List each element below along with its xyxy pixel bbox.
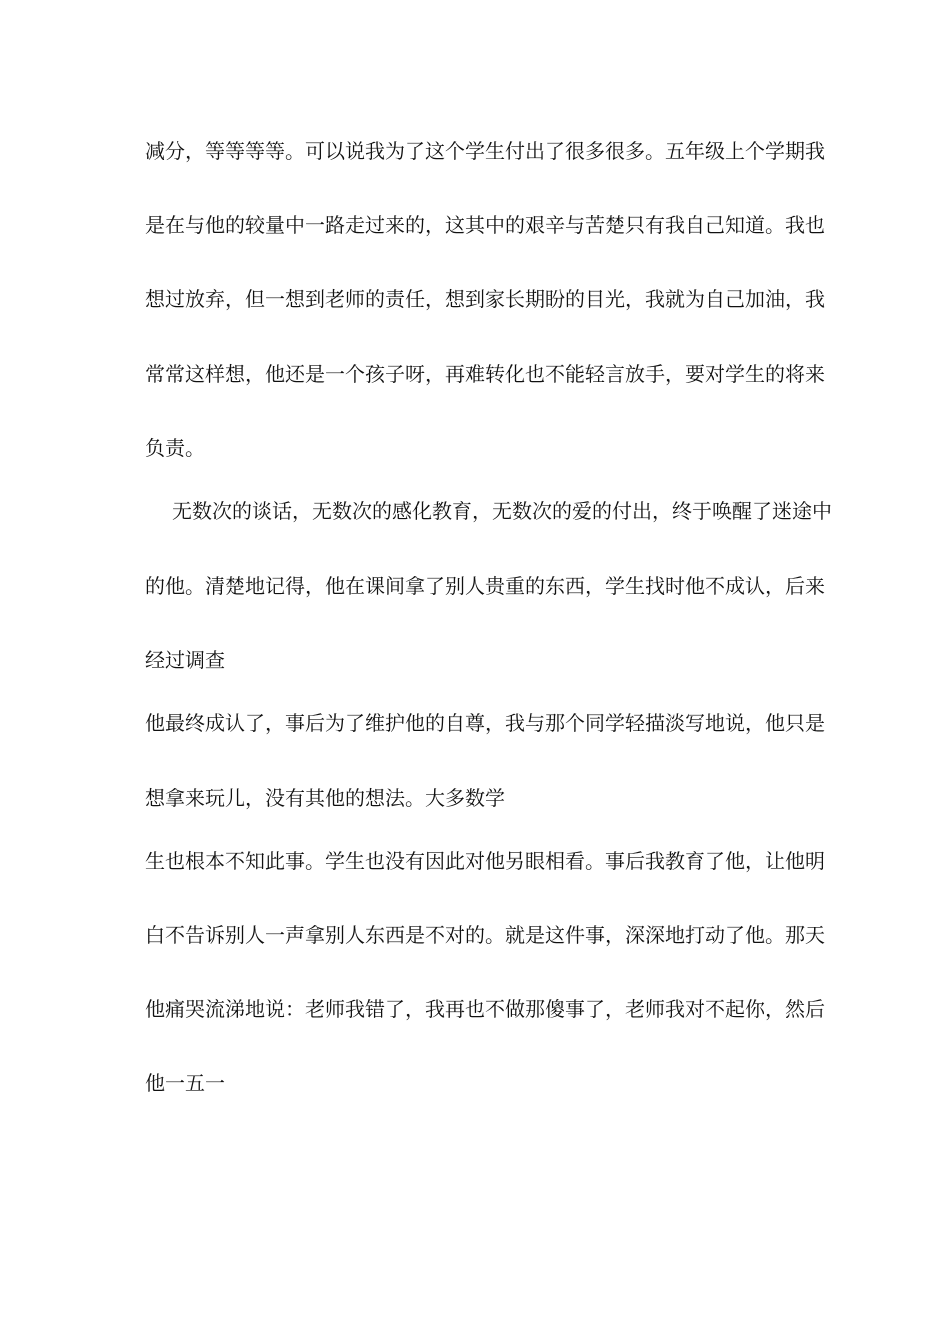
text-line: 想过放弃，但一想到老师的责任，想到家长期盼的目光，我就为自己加油，我	[145, 287, 825, 311]
text-line: 是在与他的较量中一路走过来的，这其中的艰辛与苦楚只有我自己知道。我也	[145, 213, 825, 237]
text-line: 想拿来玩儿，没有其他的想法。大多数学	[145, 786, 505, 810]
text-line: 他痛哭流涕地说：老师我错了，我再也不做那傻事了，老师我对不起你，然后	[145, 997, 825, 1021]
text-line: 白不告诉别人一声拿别人东西是不对的。就是这件事，深深地打动了他。那天	[145, 923, 825, 947]
paragraph-start-line: 无数次的谈话，无数次的感化教育，无数次的爱的付出，终于唤醒了迷途中	[172, 499, 832, 523]
text-line: 他一五一	[145, 1071, 225, 1095]
text-line: 经过调查	[145, 648, 225, 672]
text-line: 负责。	[145, 436, 205, 460]
text-line: 常常这样想，他还是一个孩子呀，再难转化也不能轻言放手，要对学生的将来	[145, 362, 825, 386]
text-line: 生也根本不知此事。学生也没有因此对他另眼相看。事后我教育了他，让他明	[145, 849, 825, 873]
text-line: 他最终成认了，事后为了维护他的自尊，我与那个同学轻描淡写地说，他只是	[145, 711, 825, 735]
text-line: 减分，等等等等。可以说我为了这个学生付出了很多很多。五年级上个学期我	[145, 139, 825, 163]
text-line: 的他。清楚地记得，他在课间拿了别人贵重的东西，学生找时他不成认，后来	[145, 574, 825, 598]
